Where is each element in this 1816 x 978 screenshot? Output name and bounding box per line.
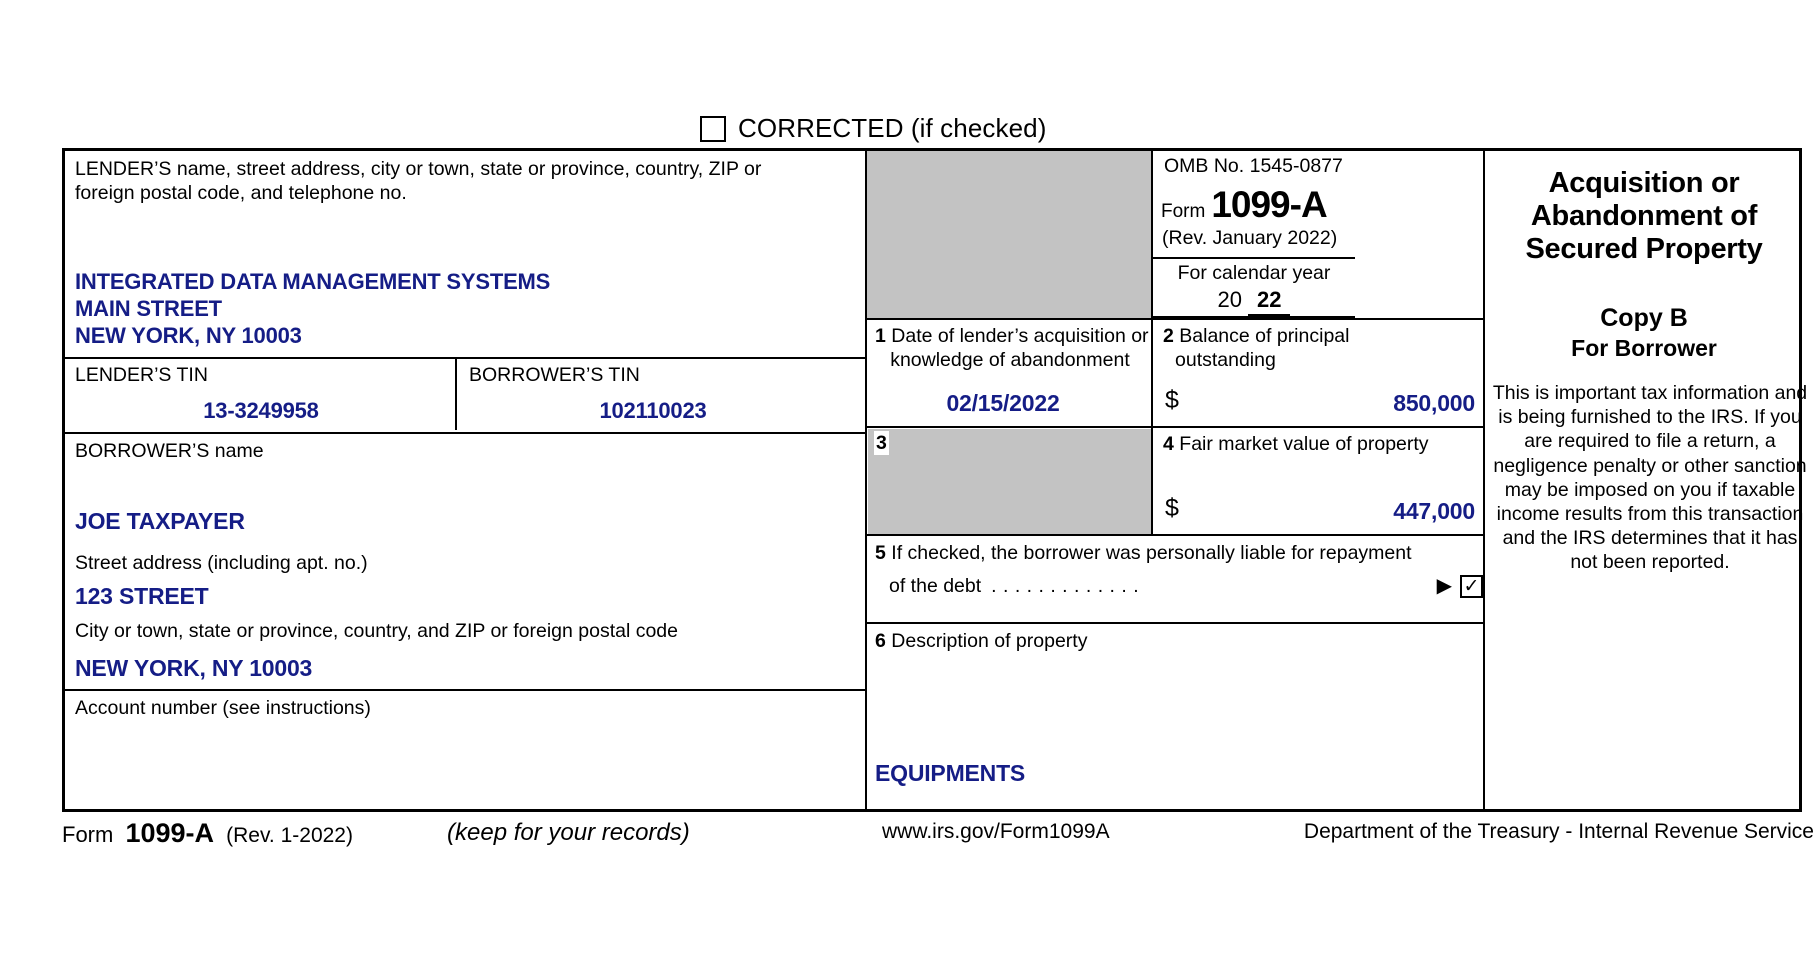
box-3-number: 3	[876, 432, 887, 454]
lender-caption-line2: foreign postal code, and telephone no.	[75, 182, 407, 204]
box-5-checkbox[interactable]: ✓	[1460, 575, 1483, 598]
omb-block	[1153, 151, 1355, 259]
box-5-label-line1: If checked, the borrower was personally liable for repayment	[891, 542, 1412, 564]
top-shaded-region	[867, 151, 1153, 318]
box-2-number: 2	[1163, 325, 1174, 347]
footer-department: Department of the Treasury - Internal Revenue Service	[1303, 820, 1814, 843]
corrected-row	[700, 113, 1046, 144]
box-4-number: 4	[1163, 433, 1174, 455]
lender-street: MAIN STREET	[75, 296, 222, 321]
box-5-number: 5	[875, 542, 886, 564]
borrower-tin-value: 102110023	[599, 398, 707, 423]
box-2-label-line2: outstanding	[1175, 349, 1276, 371]
box-2-label-line1: Balance of principal	[1179, 325, 1350, 347]
borrower-city-cell[interactable]	[65, 615, 865, 689]
footer-keep-note: (keep for your records)	[447, 819, 690, 846]
title-copy-column	[1483, 151, 1808, 809]
box-5[interactable]	[867, 534, 1483, 622]
box-4-currency: $	[1165, 494, 1179, 522]
borrower-city-label: City or town, state or province, country, and ZIP or foreign postal code	[75, 620, 678, 642]
borrower-name-cell[interactable]	[65, 432, 865, 547]
omb-form-word: Form	[1161, 201, 1206, 222]
tin-row	[65, 357, 865, 432]
lender-tin-label: LENDER’S TIN	[75, 364, 208, 386]
omb-form-number: 1099-A	[1211, 184, 1327, 225]
form-title-line3: Secured Property	[1525, 233, 1763, 265]
copy-b-notice: This is important tax information and is being furnished to the IRS. If you are required to file a return, a negligence penalty or other sanction may be imposed on you if taxable income results from this transaction and the IRS determines that it has not been reported.	[1492, 382, 1808, 574]
box-1-label-line1: Date of lender’s acquisition or	[891, 325, 1149, 347]
borrower-tin-cell[interactable]	[457, 359, 865, 430]
box-3	[867, 426, 1153, 534]
year-value: 22	[1248, 287, 1290, 316]
box-4[interactable]	[1153, 426, 1483, 534]
corrected-checkbox[interactable]	[700, 116, 726, 142]
borrower-street-label: Street address (including apt. no.)	[75, 552, 368, 574]
copy-label: Copy B	[1600, 304, 1688, 332]
box-5-leader-dots: . . . . . . . . . . . . .	[991, 575, 1140, 597]
lender-caption-line1: LENDER’S name, street address, city or town, state or province, country, ZIP or	[75, 158, 762, 180]
box-4-value: 447,000	[1393, 498, 1475, 524]
box-1-number: 1	[875, 325, 886, 347]
box-5-label-line2: of the debt	[889, 575, 982, 597]
footer-form-info	[62, 818, 353, 849]
footer-revision: (Rev. 1-2022)	[226, 824, 353, 847]
calendar-year-block[interactable]	[1153, 259, 1355, 318]
box-6[interactable]	[867, 622, 1483, 809]
box-3-shaded-area	[868, 429, 1151, 534]
box-1[interactable]	[867, 318, 1153, 426]
form-title-line1: Acquisition or	[1548, 167, 1740, 199]
form-title-line2: Abandonment of	[1530, 200, 1758, 232]
left-column	[65, 151, 865, 809]
lender-name: INTEGRATED DATA MANAGEMENT SYSTEMS	[75, 269, 551, 294]
for-borrower-label: For Borrower	[1571, 335, 1717, 361]
box-4-label: Fair market value of property	[1179, 433, 1429, 455]
box-2-currency: $	[1165, 386, 1179, 414]
box-2[interactable]	[1153, 318, 1483, 426]
box-6-label: Description of property	[891, 630, 1088, 652]
form-title	[1485, 167, 1803, 266]
calendar-year-label: For calendar year	[1177, 262, 1331, 284]
form-body	[62, 148, 1808, 812]
borrower-tin-label: BORROWER’S TIN	[469, 364, 640, 386]
box-6-value: EQUIPMENTS	[875, 760, 1026, 786]
borrower-name-value: JOE TAXPAYER	[75, 508, 245, 534]
borrower-street-value: 123 STREET	[75, 583, 209, 609]
account-number-cell[interactable]	[65, 689, 865, 809]
borrower-street-cell[interactable]	[65, 547, 865, 615]
footer-form-word: Form	[62, 822, 114, 847]
form-footer	[62, 818, 1814, 858]
omb-revision: (Rev. January 2022)	[1162, 227, 1338, 249]
footer-form-number: 1099-A	[125, 818, 215, 848]
box-6-number: 6	[875, 630, 886, 652]
account-number-label: Account number (see instructions)	[75, 697, 371, 719]
lender-tin-value: 13-3249958	[203, 398, 319, 423]
corrected-label: CORRECTED (if checked)	[738, 113, 1047, 143]
box-1-label-line2: knowledge of abandonment	[890, 349, 1130, 371]
box-1-value: 02/15/2022	[946, 390, 1060, 416]
lender-city-state-zip: NEW YORK, NY 10003	[75, 323, 302, 348]
box-2-value: 850,000	[1393, 390, 1475, 416]
year-prefix: 20	[1217, 287, 1242, 312]
omb-number: OMB No. 1545-0877	[1164, 155, 1343, 177]
borrower-city-value: NEW YORK, NY 10003	[75, 655, 313, 681]
lender-tin-cell[interactable]	[65, 359, 457, 430]
footer-url[interactable]: www.irs.gov/Form1099A	[882, 820, 1110, 843]
lender-block[interactable]	[65, 151, 865, 357]
borrower-name-label: BORROWER’S name	[75, 440, 264, 462]
right-column	[865, 151, 1808, 809]
box-5-arrow-icon: ▶	[1436, 575, 1452, 597]
